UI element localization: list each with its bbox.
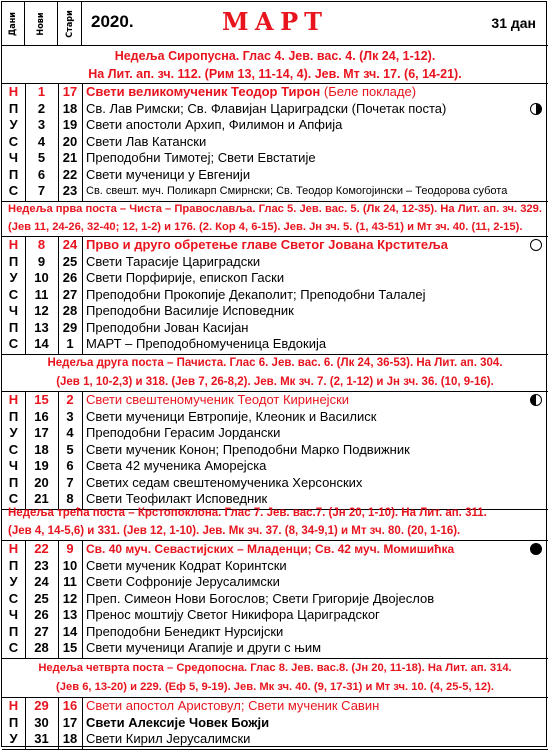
saint-feast-name: Преподобни Герасим Јордански [86,425,281,440]
saint-feast-name: Свети мученици Евтропије, Клеоник и Василиск [86,408,377,424]
saint-feast-text [86,715,524,732]
saint-feast-name: Преподобни Василије Исповедник [86,303,294,318]
saint-feast-text [86,458,524,475]
column-header-old-label: Стари [64,9,75,38]
saint-feast-text [86,574,524,591]
day-of-week: С [8,640,19,655]
new-style-date: 15 [34,392,49,407]
day-row[interactable] [2,167,548,184]
saint-feast-text [86,134,524,151]
old-style-date: 15 [62,640,78,655]
new-style-date: 30 [34,714,49,730]
saint-feast-name: Преподобни Јован Касијан [86,319,249,335]
saint-feast-name: Светих седам свештеномученика Херсонских [86,474,363,490]
new-style-date: 31 [34,731,49,746]
day-row[interactable] [2,287,548,304]
old-style-date: 22 [62,166,78,182]
new-style-date: 21 [34,491,49,506]
day-of-week: П [8,557,19,573]
day-row[interactable] [2,574,548,591]
old-style-date: 2 [66,392,74,407]
week-header [2,199,548,237]
new-style-date: 1 [37,84,46,99]
old-style-date: 23 [62,183,78,198]
day-row[interactable] [2,150,548,167]
week-block [2,698,548,750]
old-style-date: 9 [66,541,74,556]
saint-feast-name: Свети мученици у Евгенији [86,166,251,182]
new-style-date: 9 [37,253,46,269]
moon-phase-icon [530,239,542,251]
saint-feast-text [86,475,524,492]
week-header-line-2: (Јев 1, 10-2,3) и 318. (Јев 7, 26-8,2). Јев. Мк зч. 7. (2, 1-12) и Јн зч. 36. (10, 9-16). [56,375,494,388]
day-of-week: С [8,590,19,606]
day-row[interactable] [2,425,548,442]
week-block [2,237,548,355]
old-style-date: 13 [62,607,78,622]
old-style-date: 7 [66,474,74,490]
day-of-week: Ч [8,303,19,318]
day-of-week: П [8,166,19,182]
saint-feast-text [86,442,524,459]
new-style-date: 12 [34,303,49,318]
day-of-week: С [8,133,19,149]
days-count: 31 дан [491,15,536,31]
day-row[interactable] [2,591,548,608]
week-header-line-1: Недеља трећа поста – Крстопоклона. Глас 7. Јев. вас.7. (Јн 20, 1-10). На Лит. ап. 311. [8,507,487,519]
week-block [2,541,548,659]
old-style-date: 8 [66,491,74,506]
moon-phase-icon [530,543,542,555]
new-style-date: 19 [34,458,49,473]
saint-feast-name: Свети мученик Конон; Преподобни Марко Подвижник [86,441,410,457]
moon-phase-icon [530,394,542,406]
saint-feast-text [86,320,524,337]
saint-feast-name: Свети мученици Агапије и други с њим [86,640,322,655]
old-style-date: 10 [62,557,78,573]
day-of-week: П [8,100,19,116]
saint-feast-text [86,392,524,409]
saint-feast-text [86,303,524,320]
day-row[interactable] [2,409,548,426]
day-of-week: С [8,286,19,302]
week-header-line-1: Недеља прва поста – Чиста – Православља. Глас 5. Јев. вас. 5. (Лк 24, 12-35). На Лит. ап. зч. 329. [8,203,542,215]
saint-feast-text [86,336,524,353]
day-row[interactable] [2,134,548,151]
column-header-new-label: Нови [36,11,46,36]
day-row[interactable] [2,698,548,715]
old-style-date: 4 [66,425,74,440]
day-row[interactable] [2,101,548,118]
saint-feast-name: Свети великомученик Теодор Тирон [86,84,321,99]
old-style-date: 17 [62,714,78,730]
day-row[interactable] [2,624,548,641]
day-row[interactable] [2,442,548,459]
saint-feast-text [86,167,524,184]
saint-feast-name: Св. Лав Римски; Св. Флавијан Цариградски (Почетак поста) [86,100,447,116]
saint-feast-name: Свети Тарасије Цариградски [86,253,261,269]
day-row[interactable] [2,270,548,287]
week-header [2,46,548,84]
saint-feast-text [86,425,524,442]
old-style-date: 27 [62,286,78,302]
saint-feast-name: Свети апостол Аристовул; Свети мученик Савин [86,698,380,713]
week-header-line-1: Недеља четврта поста – Средопосна. Глас 8. Јев. вас.8. (Јн 20, 11-18). На Лит. ап. 314. [38,662,512,674]
saint-feast-text [86,254,524,271]
day-row[interactable] [2,731,548,748]
day-row[interactable] [2,392,548,409]
week-header-line-2: (Јев 4, 14-5,6) и 331. (Јев 12, 1-10). Јев. Мк зч. 37. (8, 34-9,1) и Мт зч. 80. (20, 1-16). [8,525,461,537]
week-block [2,392,548,510]
day-of-week: С [8,491,19,506]
old-style-date: 21 [62,150,78,165]
old-style-date: 18 [62,100,78,116]
day-row[interactable] [2,558,548,575]
day-of-week: С [8,183,19,198]
old-style-date: 20 [62,133,78,149]
new-style-date: 8 [37,237,46,252]
saint-feast-name: Свети Софроније Јерусалимски [86,574,280,589]
day-row[interactable] [2,475,548,492]
day-of-week: Н [8,84,19,99]
day-of-week: У [9,731,18,746]
saint-feast-text [86,731,524,748]
saint-feast-name: Свети Алексије Човек Божји [86,714,270,730]
saint-feast-text [86,558,524,575]
day-of-week: Н [8,392,19,407]
old-style-date: 25 [62,253,78,269]
week-header [2,503,548,541]
old-style-date: 12 [62,590,78,606]
new-style-date: 22 [34,541,49,556]
day-of-week: Ч [8,150,19,165]
day-of-week: У [9,574,18,589]
saint-feast-name: Прво и друго обретење главе Светог Јована Крститеља [86,237,448,252]
new-style-date: 5 [37,150,46,165]
new-style-date: 4 [37,133,46,149]
calendar-frame [1,1,547,747]
new-style-date: 28 [34,640,49,655]
day-of-week: П [8,319,19,335]
saint-feast-name: Преподобни Прокопије Декаполит; Преподобни Талалеј [86,286,426,302]
day-row[interactable] [2,303,548,320]
saint-feast-name: Свети Лав Катански [86,133,207,149]
day-of-week: Ч [8,607,19,622]
day-row[interactable] [2,715,548,732]
saint-feast-name: Преподобни Бенедикт Нурсијски [86,623,284,639]
day-of-week: Н [8,237,19,252]
new-style-date: 13 [34,319,49,335]
saint-feast-name: Свети мученик Кодрат Коринтски [86,557,287,573]
saint-feast-name: МАРТ – Преподобномученица Евдокија [86,336,327,351]
day-of-week: П [8,714,19,730]
saint-feast-text [86,101,524,118]
new-style-date: 16 [34,408,49,424]
old-style-date: 28 [62,303,78,318]
new-style-date: 3 [37,117,46,132]
new-style-date: 7 [37,183,46,198]
new-style-date: 17 [34,425,49,440]
new-style-date: 14 [34,336,49,351]
week-header [2,658,548,698]
saint-feast-text [86,117,524,134]
day-row[interactable] [2,458,548,475]
saint-feast-text [86,698,524,715]
day-of-week: С [8,336,19,351]
new-style-date: 2 [37,100,46,116]
saint-feast-name: Преп. Симеон Нови Богослов; Свети Григорије Двојеслов [86,590,435,606]
day-of-week: Н [8,698,19,713]
saint-feast-name: Свети Порфирије, епископ Гаски [86,270,285,285]
new-style-date: 27 [34,623,49,639]
old-style-date: 3 [66,408,74,424]
saint-feast-name: Преподобни Тимотеј; Свети Евстатије [86,150,316,165]
saint-feast-text [86,624,524,641]
calendar-header [2,2,548,46]
new-style-date: 18 [34,441,49,457]
day-of-week: Ч [8,458,19,473]
day-row[interactable] [2,320,548,337]
week-header-line-1: Недеља друга поста – Пачиста. Глас 6. Јев. вас. 6. (Лк 24, 36-53). На Лит. ап. 304. [47,357,503,369]
day-of-week: У [9,270,18,285]
day-row[interactable] [2,117,548,134]
new-style-date: 23 [34,557,49,573]
old-style-date: 5 [66,441,74,457]
day-of-week: П [8,623,19,639]
day-of-week: У [9,117,18,132]
day-of-week: П [8,474,19,490]
week-header-line-1: Недеља Сиропусна. Глас 4. Јев. вас. 4. (Лк 24, 1-12). [114,49,436,63]
saint-feast-text [86,237,524,254]
old-style-date: 14 [62,623,78,639]
moon-phase-icon [530,103,542,115]
saint-feast-text [86,270,524,287]
saint-feast-text [86,183,524,200]
day-of-week: У [9,425,18,440]
feast-note: (Беле покладе) [320,84,417,99]
saint-feast-name: Свети Кирил Јерусалимски [86,731,251,746]
week-header-line-2: На Лит. ап. зч. 112. (Рим 13, 11-14, 4). Јев. Мт зч. 17. (6, 14-21). [88,67,462,81]
saint-feast-name: Св. свешт. муч. Поликарп Смирнски; Св. Теодор Комогојински – Теодорова субота [86,185,508,197]
saint-feast-text [86,84,524,101]
saint-feast-name: Св. 40 муч. Севастијских – Младенци; Св. 42 муч. Момишићка [86,542,455,556]
new-style-date: 11 [34,286,49,302]
new-style-date: 29 [34,698,49,713]
saint-feast-text [86,409,524,426]
day-of-week: Н [8,541,19,556]
new-style-date: 6 [37,166,46,182]
old-style-date: 18 [62,731,78,746]
saint-feast-text [86,287,524,304]
day-row[interactable] [2,237,548,254]
day-row[interactable] [2,336,548,353]
saint-feast-name: Свети Теофилакт Исповедник [86,491,268,506]
year-label: 2020. [91,12,134,31]
saint-feast-name: Свети свештеномученик Теодот Киринејски [86,392,350,407]
saint-feast-text [86,607,524,624]
saint-feast-name: Света 42 мученика Аморејска [86,458,267,473]
day-of-week: П [8,253,19,269]
new-style-date: 20 [34,474,49,490]
old-style-date: 26 [62,270,78,285]
day-row[interactable] [2,607,548,624]
old-style-date: 6 [66,458,74,473]
week-header-line-2: (Јев 6, 13-20) и 229. (Еф 5, 9-19). Јев. Мк зч. 40. (9, 17-31) и Мт зч. 10. (4, 25-5, 12). [56,681,494,693]
day-of-week: П [8,408,19,424]
month-title: МАРТ [221,7,329,36]
old-style-date: 11 [63,574,77,589]
saint-feast-text [86,541,524,558]
old-style-date: 19 [62,117,78,132]
saint-feast-text [86,591,524,608]
old-style-date: 24 [62,237,78,252]
week-header [2,353,548,392]
new-style-date: 24 [34,574,49,589]
new-style-date: 10 [34,270,49,285]
old-style-date: 29 [62,319,78,335]
old-style-date: 17 [62,84,78,99]
day-of-week: С [8,441,19,457]
new-style-date: 25 [34,590,49,606]
saint-feast-text [86,150,524,167]
day-row[interactable] [2,254,548,271]
day-row[interactable] [2,640,548,657]
column-header-days-label: Дани [8,11,18,36]
saint-feast-text [86,640,524,657]
new-style-date: 26 [34,607,49,622]
old-style-date: 1 [66,336,74,351]
week-block [2,84,548,202]
day-row[interactable] [2,541,548,558]
week-header-line-2: (Јев 11, 24-26, 32-40; 12, 1-2) и 176. (2. Кор 4, 6-15). Јев. Јн зч. 5. (1, 43-51) и Мт зч. 40. (11, 2-15). [8,221,523,233]
day-row[interactable] [2,183,548,200]
old-style-date: 16 [62,698,78,713]
saint-feast-name: Свети апостоли Архип, Филимон и Апфија [86,117,343,132]
saint-feast-name: Пренос моштију Светог Никифора Цариградског [86,607,380,622]
day-row[interactable] [2,84,548,101]
